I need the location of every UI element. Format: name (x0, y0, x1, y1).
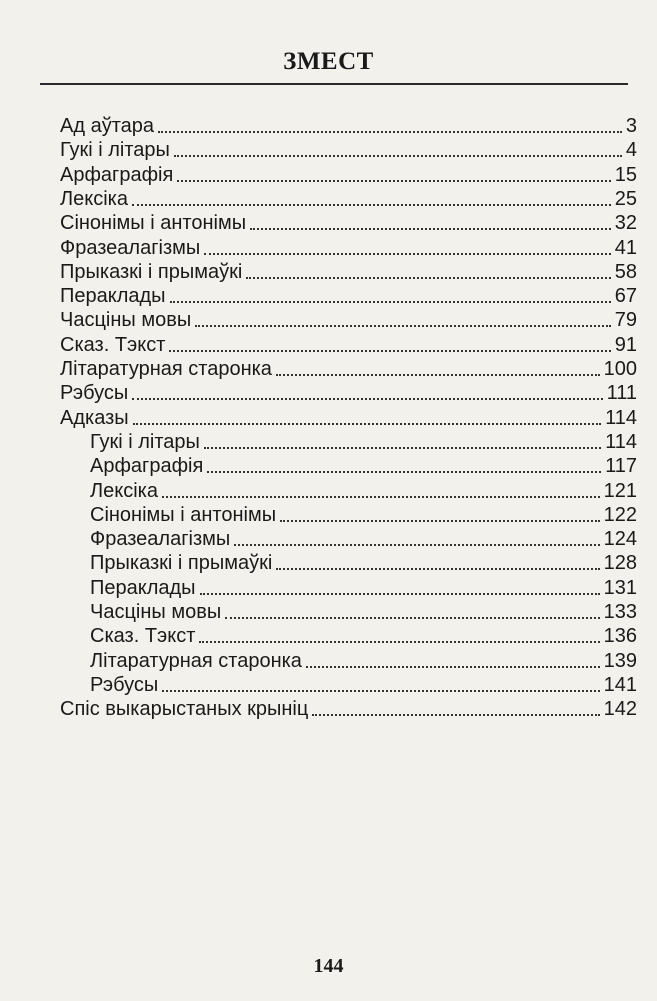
toc-entry-title: Сказ. Тэкст (90, 625, 196, 648)
toc-entry-title: Арфаграфія (60, 163, 174, 186)
toc-entry (60, 403, 637, 429)
toc-entry-title: Лексіка (90, 479, 158, 502)
toc-leader-dots (200, 592, 600, 595)
toc-leader-dots (169, 349, 610, 352)
toc-entry-title: Гукі і літары (60, 139, 170, 162)
toc-entry-page: 41 (614, 236, 637, 259)
toc-entry (90, 670, 637, 696)
toc-entry-page: 133 (603, 601, 637, 623)
toc-leader-dots (276, 567, 599, 570)
toc-entry (60, 160, 637, 186)
toc-entry (60, 694, 637, 720)
toc-entry-page: 100 (603, 358, 637, 380)
toc-entry (60, 305, 637, 331)
toc-entry-title: Гукі і літары (90, 430, 200, 453)
toc-leader-dots (234, 543, 599, 546)
toc-leader-dots (280, 519, 600, 522)
toc-entry-title: Пераклады (60, 285, 166, 308)
toc-leader-dots (306, 665, 600, 668)
toc-entry-page: 32 (614, 212, 637, 235)
toc-leader-dots (225, 616, 599, 619)
toc-entry-title: Адказы (60, 406, 129, 429)
toc-entry (60, 354, 637, 380)
toc-entry (60, 111, 637, 137)
toc-entry-page: 136 (603, 625, 637, 648)
toc-entry-page: 58 (614, 260, 637, 283)
toc-entry-title: Сінонімы і антонімы (90, 503, 277, 526)
title-divider (40, 83, 628, 85)
toc-entry (90, 524, 637, 550)
toc-entry (60, 184, 637, 210)
toc-entry (60, 208, 637, 234)
toc-entry-page: 114 (605, 406, 637, 429)
toc-entry-title: Ад аўтара (60, 115, 154, 137)
toc-leader-dots (162, 495, 600, 498)
toc-leader-dots (132, 397, 602, 400)
toc-leader-dots (246, 276, 610, 279)
toc-entry-title: Прыказкі і прымаўкі (90, 552, 273, 575)
toc-entry-page: 79 (614, 309, 637, 332)
toc-entry-title: Фразеалагізмы (90, 528, 231, 551)
toc-leader-dots (132, 203, 611, 206)
toc-entry-page: 128 (603, 552, 637, 575)
toc-leader-dots (312, 713, 599, 716)
toc-entry-title: Рэбусы (90, 673, 159, 696)
toc-entry (60, 330, 637, 356)
toc-entry (90, 597, 637, 623)
toc-entry-page: 139 (603, 649, 637, 672)
toc-entry-title: Літаратурная старонка (60, 358, 272, 380)
page-title: ЗМЕСТ (283, 48, 374, 75)
toc-leader-dots (162, 689, 599, 692)
toc-entry (90, 500, 637, 526)
toc-entry (90, 573, 637, 599)
toc-entry-page: 141 (603, 673, 637, 696)
toc-leader-dots (195, 324, 611, 327)
toc-entry-title: Прыказкі і прымаўкі (60, 260, 243, 283)
toc-entry (60, 233, 637, 259)
toc-leader-dots (207, 470, 601, 473)
toc-entry-title: Пераклады (90, 576, 196, 599)
toc-entry-page: 124 (603, 528, 637, 551)
toc-entry-title: Спіс выкарыстаных крыніц (60, 698, 309, 721)
toc-entry-page: 3 (625, 115, 637, 137)
toc-entry-page: 67 (614, 285, 637, 308)
toc-leader-dots (170, 300, 611, 303)
toc-entry (90, 621, 637, 647)
toc-entry-page: 25 (614, 187, 637, 210)
toc-entry (90, 427, 637, 453)
toc-entry-page: 114 (605, 430, 637, 453)
page-number: 144 (313, 955, 344, 977)
toc-entry-page: 122 (603, 503, 637, 526)
toc-entry (90, 548, 637, 574)
toc-entry (90, 646, 637, 672)
toc-leader-dots (177, 179, 610, 182)
toc-entry (90, 451, 637, 477)
toc-leader-dots (158, 130, 622, 133)
toc-entry-title: Лексіка (60, 187, 128, 210)
toc-entry (60, 281, 637, 307)
toc-entry-page: 15 (614, 163, 637, 186)
toc-entry-page: 121 (603, 479, 637, 502)
toc-entry (60, 378, 637, 404)
toc-entry (60, 257, 637, 283)
toc-entry-page: 142 (603, 698, 637, 721)
toc-leader-dots (204, 252, 611, 255)
toc-leader-dots (250, 227, 611, 230)
toc-entry-page: 111 (606, 382, 637, 405)
toc-entry-page: 91 (614, 333, 637, 356)
toc-entry-title: Часціны мовы (90, 601, 222, 623)
toc-entry-title: Сказ. Тэкст (60, 333, 166, 356)
toc-entry-title: Арфаграфія (90, 455, 204, 478)
toc-entry (60, 135, 637, 161)
toc-entry-title: Сінонімы і антонімы (60, 212, 247, 235)
toc-entry-page: 117 (605, 455, 637, 478)
toc-leader-dots (199, 640, 599, 643)
toc-leader-dots (276, 373, 600, 376)
toc-entry-title: Літаратурная старонка (90, 649, 302, 672)
toc-entry (90, 476, 637, 502)
toc-entry-title: Часціны мовы (60, 309, 192, 332)
toc-entry-page: 4 (625, 139, 637, 162)
toc-entry-title: Рэбусы (60, 382, 129, 405)
toc-entry-page: 131 (603, 576, 637, 599)
toc-entry-title: Фразеалагізмы (60, 236, 201, 259)
toc-leader-dots (174, 154, 622, 157)
toc-leader-dots (133, 422, 601, 425)
toc-leader-dots (204, 446, 601, 449)
